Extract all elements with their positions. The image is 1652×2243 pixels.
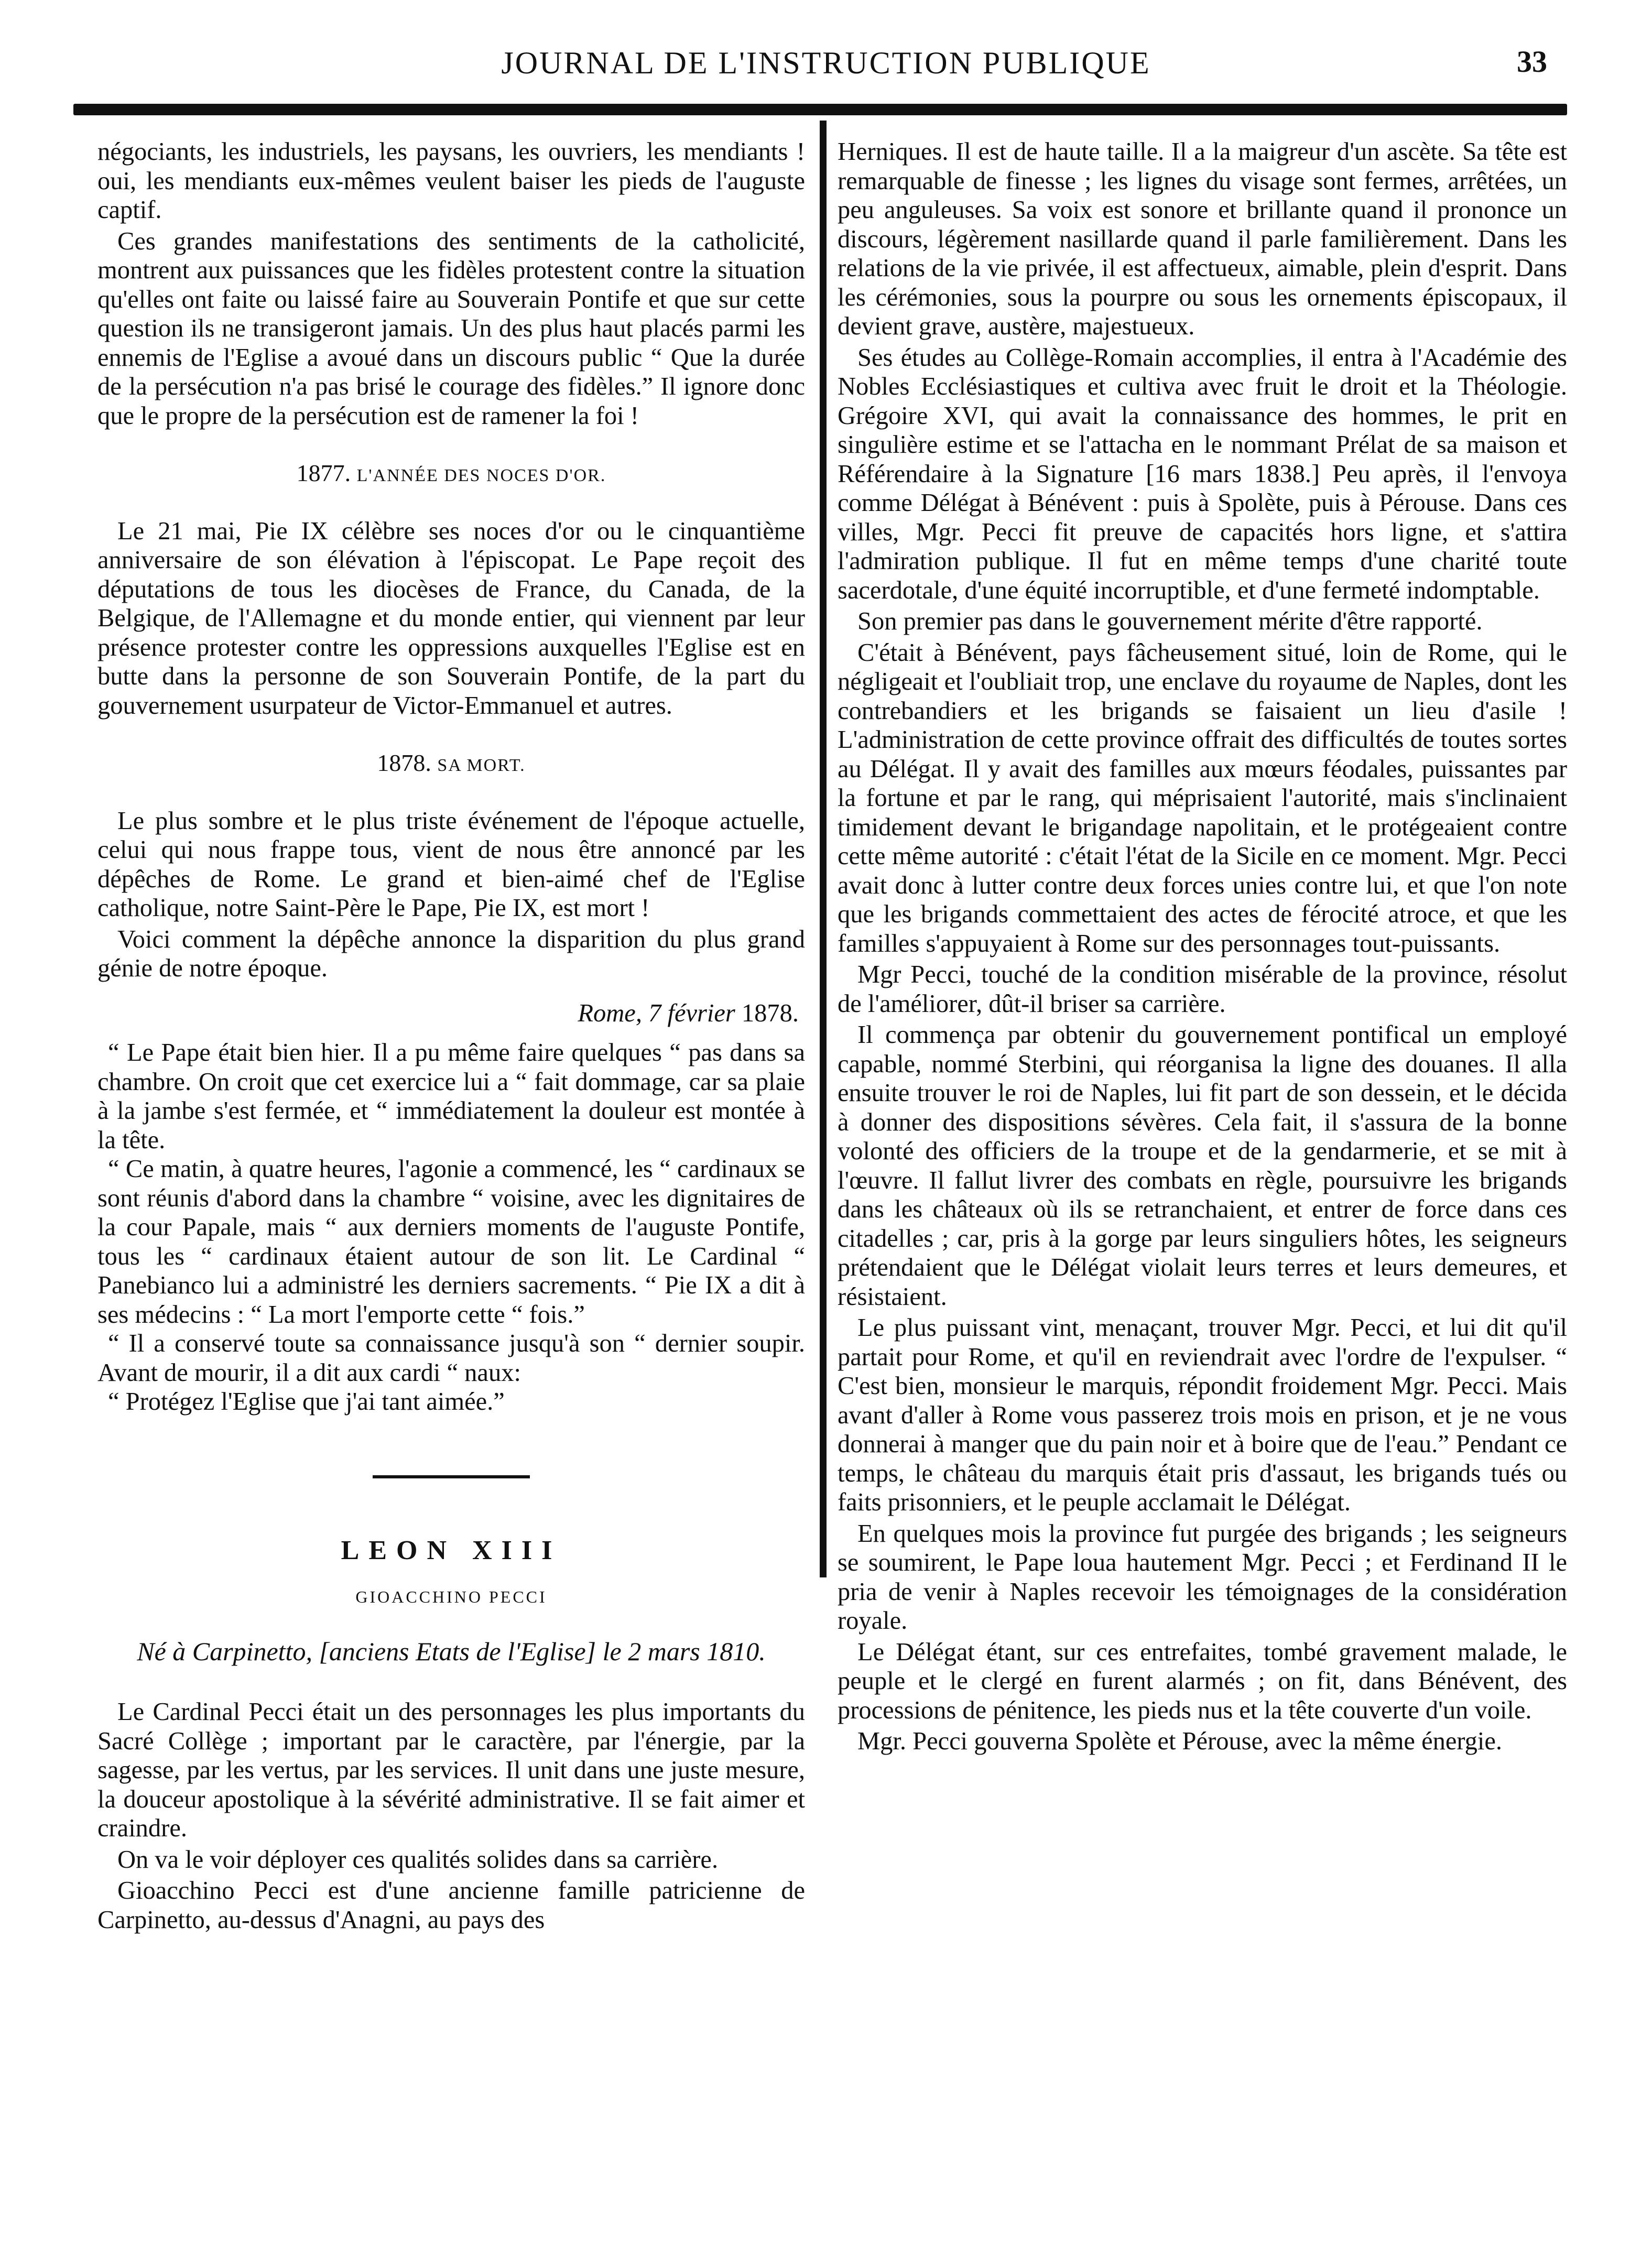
paragraph: Mgr Pecci, touché de la condition misérable de la province, résolut de l'améliorer, dût-il briser sa carrière.: [838, 961, 1567, 1018]
dateline: [97, 999, 799, 1028]
paragraph: Le 21 mai, Pie IX célèbre ses noces d'or ou le cinquantième anniversaire de son élévation à l'épiscopat. Le Pape reçoit des députations de tous les diocèses de France, du Canada, de la Belgique, de l'Allemagne et du monde entier, qui viennent par leur présence protester contre les oppressions auxquelles l'Eglise est en butte dans la personne de son Souverain Pontife, de la part du gouvernement usurpateur de Victor-Emmanuel et autres.: [97, 517, 805, 720]
column-divider: [820, 121, 827, 1577]
right-column: [838, 137, 1567, 1758]
heading-subtitle: SA MORT.: [437, 756, 526, 775]
paragraph: Ses études au Collège-Romain accomplies, il entra à l'Académie des Nobles Ecclésiastiques et cultiva avec fruit le droit et la Théologie. Grégoire XVI, qui avait la connaissance des hommes, le prit en singulière estime et se l'attacha en le nommant Prélat de sa maison et Référendaire à la Signature [16 mars 1838.] Peu après, il l'envoya comme Délégat à Bénévent : puis à Spolète, puis à Pérouse. Dans ces villes, Mgr. Pecci fit preuve de capacités hors ligne, et s'attira l'admiration publique. Il fut en même temps d'une charité toute sacerdotale, d'une équité incorruptible, et d'une fermeté indomptable.: [838, 343, 1567, 604]
paragraph: Le Cardinal Pecci était un des personnages les plus importants du Sacré Collège ; important par le caractère, par l'énergie, par la sagesse, par les vertus, par les services. Il unit dans une juste mesure, la douceur apostolique à la sévérité administrative. Il se fait aimer et craindre.: [97, 1698, 805, 1842]
paragraph: Il commença par obtenir du gouvernement pontifical un employé capable, nommé Sterbini, qui réorganisa la ligne des douanes. Il alla ensuite trouver le roi de Naples, lui fit part de son dessein, et le décida à donner des dispositions sévères. Cela fait, il s'assura de la bonne volonté des officiers de la troupe et de la gendarmerie, et se mit à l'œuvre. Il fallut livrer des combats en règle, poursuivre les brigands dans les châteaux où ils se retranchaient, et entrer de force dans ces citadelles ; car, pris à la gorge par leurs singuliers hôtes, les seigneurs prétendaient que le Délégat violait leurs terres et leurs demeures, et résistaient.: [838, 1021, 1567, 1311]
paragraph: On va le voir déployer ces qualités solides dans sa carrière.: [117, 1845, 719, 1874]
paragraph: négociants, les industriels, les paysans, les ouvriers, les mendiants ! oui, les mendiants eux-mêmes veulent baiser les pieds de l'auguste captif.: [97, 138, 805, 224]
dateline-year: 1878.: [741, 999, 799, 1027]
birth-line: Né à Carpinetto, [anciens Etats de l'Eglise] le 2 mars 1810.: [137, 1636, 766, 1666]
paragraph: Ces grandes manifestations des sentiments de la catholicité, montrent aux puissances que les fidèles protestent contre la situation qu'elles ont faite ou laissé faire au Souverain Pontife et que sur cette question ils ne transigeront jamais. Un des plus haut placés parmi les ennemis de l'Eglise a avoué dans un discours public “ Que la durée de la persécution n'a pas brisé le courage des fidèles.” Il ignore donc que le propre de la persécution est de ramener la foi !: [97, 227, 805, 430]
section-heading-1877: [97, 459, 805, 491]
paragraph: Le plus sombre et le plus triste événement de l'époque actuelle, celui qui nous frappe tous, vient de nous être annoncé par les dépêches de Rome. Le grand et bien-aimé chef de l'Eglise catholique, notre Saint-Père le Pape, Pie IX, est mort !: [97, 807, 805, 922]
paragraph: Le Délégat étant, sur ces entrefaites, tombé gravement malade, le peuple et le clergé en furent alarmés ; on fit, dans Bénévent, des processions de pénitence, les pieds nus et la tête couverte d'un voile.: [838, 1638, 1567, 1724]
heading-year: 1877.: [296, 460, 351, 486]
section-heading-1878: [97, 748, 805, 780]
leo-subtitle: GIOACCHINO PECCI: [355, 1587, 547, 1606]
quote-paragraph: “ Il a conservé toute sa connaissance jusqu'à son “ dernier soupir. Avant de mourir, il a dit aux cardi “ naux:: [97, 1330, 805, 1387]
paragraph: Mgr. Pecci gouverna Spolète et Pérouse, avec la même énergie.: [857, 1727, 1503, 1755]
heading-subtitle: L'ANNÉE DES NOCES D'OR.: [356, 466, 606, 485]
running-title: JOURNAL DE L'INSTRUCTION PUBLIQUE: [501, 46, 1151, 80]
paragraph: Son premier pas dans le gouvernement mérite d'être rapporté.: [857, 607, 1483, 635]
heading-year: 1878.: [377, 749, 431, 776]
section-rule: [373, 1475, 530, 1478]
dateline-place: Rome,: [578, 999, 642, 1027]
page-number: 33: [1517, 45, 1547, 79]
quote-paragraph: “ Protégez l'Eglise que j'ai tant aimée.”: [108, 1388, 505, 1416]
quote-paragraph: “ Le Pape était bien hier. Il a pu même faire quelques “ pas dans sa chambre. On croit que cet exercice lui a “ fait dommage, car sa plaie à la jambe s'est fermée, et “ immédiatement la douleur est montée à la tête.: [97, 1039, 805, 1154]
left-column: [97, 137, 805, 1936]
header-rule: [73, 104, 1567, 115]
dateline-date: 7 février: [648, 999, 735, 1027]
paragraph: C'était à Bénévent, pays fâcheusement situé, loin de Rome, qui le négligeait et l'oubliait trop, une enclave du royaume de Naples, dont les contrebandiers et les brigands se faisaient un lieu d'asile ! L'administration de cette province offrait des difficultés de toutes sortes au Délégat. Il y avait des familles aux mœurs féodales, puissantes par la fortune et par le rang, qui méprisaient l'autorité, mais s'inclinaient timidement devant le brigandage napolitain, et le protégeaient contre cette même autorité : c'était l'état de la Sicile en ce moment. Mgr. Pecci avait donc à lutter contre deux forces unies contre lui, et que l'on note que les brigands commettaient des actes de férocité atroce, et que les familles s'appuyaient à Rome sur des personnages tout-puissants.: [838, 638, 1567, 957]
leo-title: LEON XIII: [341, 1535, 562, 1565]
page-header: [105, 39, 1547, 86]
paragraph: Herniques. Il est de haute taille. Il a la maigreur d'un ascète. Sa tête est remarquable de finesse ; les lignes du visage sont fermes, arrêtées, un peu anguleuses. Sa voix est sonore et brillante quand il prononce un discours, légèrement nasillarde quand il parle familièrement. Dans les relations de la vie privée, il est affectueux, aimable, plein d'esprit. Dans les cérémonies, sous la pourpre ou sous les ornements épiscopaux, il devient grave, austère, majestueux.: [838, 138, 1567, 340]
paragraph: Voici comment la dépêche annonce la disparition du plus grand génie de notre époque.: [97, 925, 805, 982]
paragraph: En quelques mois la province fut purgée des brigands ; les seigneurs se soumirent, le Pape loua hautement Mgr. Pecci ; et Ferdinand II le pria de venir à Naples recevoir les témoignages de la considération royale.: [838, 1519, 1567, 1635]
paragraph: Le plus puissant vint, menaçant, trouver Mgr. Pecci, et lui dit qu'il partait pour Rome, et qu'il en reviendrait avec l'ordre de l'expulser. “ C'est bien, monsieur le marquis, répondit froidement Mgr. Pecci. Mais avant d'aller à Rome vous passerez trois mois en prison, et je ne vous donnerai à manger que du pain noir et à boire que de l'eau.” Pendant ce temps, le château du marquis était pris d'assaut, les brigands tués ou faits prisonniers, et le peuple acclamait le Délégat.: [838, 1314, 1567, 1516]
paragraph: Gioacchino Pecci est d'une ancienne famille patricienne de Carpinetto, au-dessus d'Anagni, au pays des: [97, 1877, 805, 1934]
quote-paragraph: “ Ce matin, à quatre heures, l'agonie a commencé, les “ cardinaux se sont réunis d'abord dans la chambre “ voisine, avec les dignitaires de la cour Papale, mais “ aux derniers moments de l'auguste Pontife, tous les “ cardinaux étaient autour de son lit. Le Cardinal “ Panebianco lui a administré les derniers sacrements. “ Pie IX a dit à ses médecins : “ La mort l'emporte cette “ fois.”: [97, 1155, 805, 1329]
